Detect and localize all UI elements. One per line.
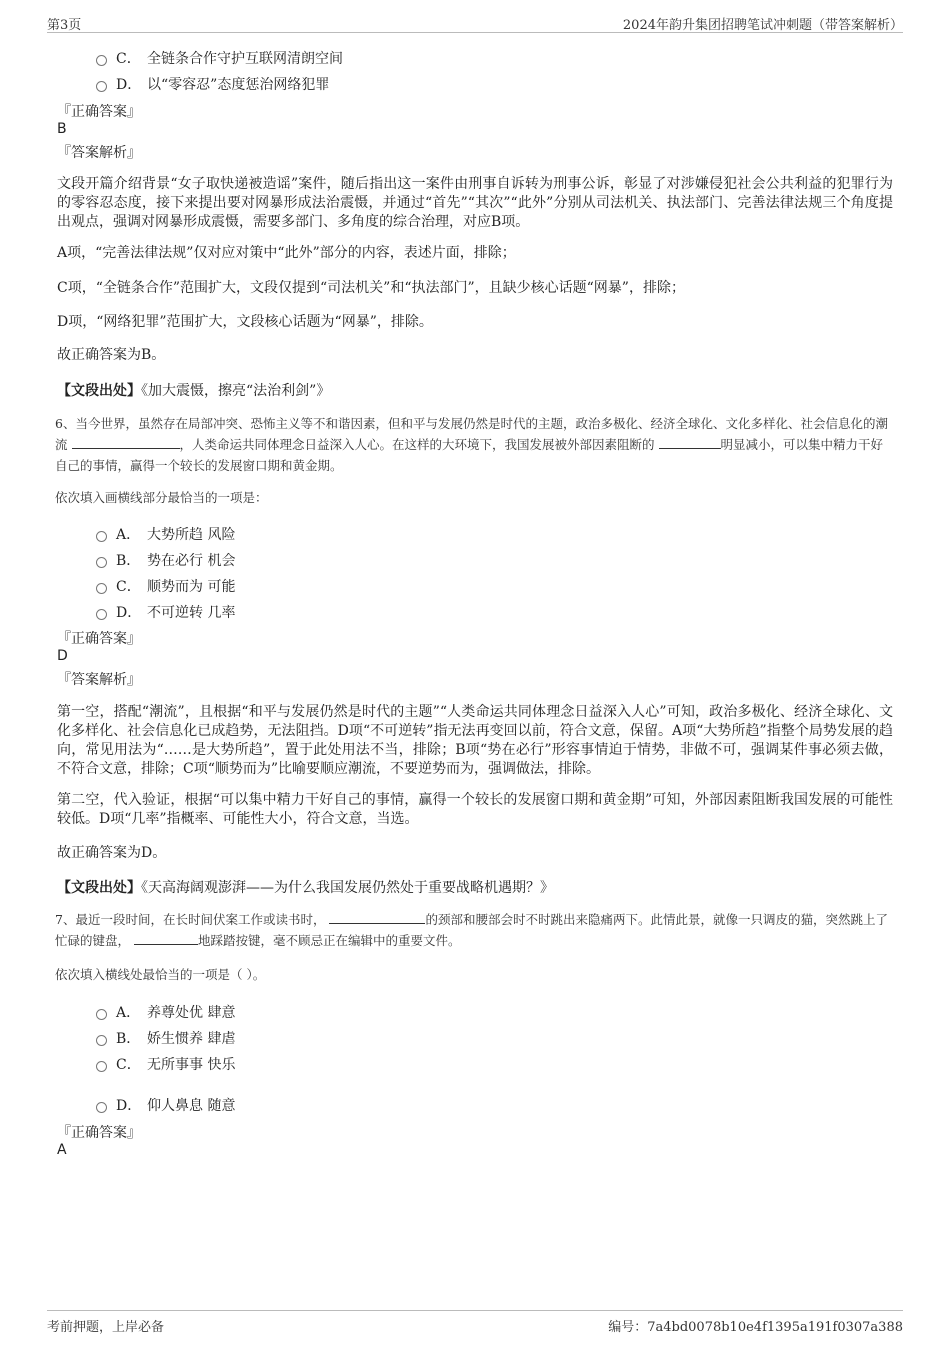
answer-value: D [57,648,68,664]
answer-value: A [57,1142,67,1158]
radio-icon[interactable] [96,531,107,542]
q5-option-c[interactable]: C． 全链条合作守护互联网清朗空间 [96,48,343,68]
footer-slogan: 考前押题，上岸必备 [47,1320,165,1335]
answer-label: 『正确答案』 [57,104,141,120]
question-stem: 7、最近一段时间，在长时间伏案工作或读书时， 的颈部和腰部会时不时跳出来隐痛两下。此情此景，就像一只调皮的猫，突然跳上了忙碌的键盘， 地踩踏按键，毫不顾忌正在编辑中的重要文件。 [55,912,888,948]
fill-blank [659,435,721,449]
analysis-label: 『答案解析』 [57,672,141,688]
radio-icon[interactable] [96,81,107,92]
radio-icon[interactable] [96,583,107,594]
analysis-paragraph: D项，“网络犯罪”范围扩大，文段核心话题为“网暴”，排除。 [57,314,433,330]
question-prompt: 依次填入画横线部分最恰当的一项是： [55,490,268,505]
page-header [47,12,903,33]
page-footer [47,1310,903,1337]
radio-icon[interactable] [96,1102,107,1113]
analysis-paragraph: C项，“全链条合作”范围扩大，文段仅提到“司法机关”和“执法部门”，且缺少核心话题“网暴”，排除； [57,280,685,296]
text-source: 【文段出处】《天高海阔观澎湃——为什么我国发展仍然处于重要战略机遇期？》 [57,880,554,896]
page-number: 第3页 [47,18,82,33]
fill-blank [134,931,198,945]
question-prompt: 依次填入横线处最恰当的一项是（ ）。 [55,967,266,982]
q7-option-c[interactable]: C． 无所事事 快乐 [96,1054,235,1074]
radio-icon[interactable] [96,609,107,620]
question-stem: 6、当今世界，虽然存在局部冲突、恐怖主义等不和谐因素，但和平与发展仍然是时代的主题，政治多极化、经济全球化、文化多样化、社会信息化的潮流 ，人类命运共同体理念日益深入人心。在这样的大环境下，我国发展被外部因素阻断的 明显减小，可以集中精力干好自己的事情，赢得一个较长的发展窗口期和黄金期。 [55,416,888,473]
q6-option-c[interactable]: C． 顺势而为 可能 [96,576,235,596]
document-title: 2024年韵升集团招聘笔试冲刺题（带答案解析） [622,18,903,33]
radio-icon[interactable] [96,557,107,568]
q6-option-b[interactable]: B． 势在必行 机会 [96,550,235,570]
q7-option-b[interactable]: B． 娇生惯养 肆虐 [96,1028,235,1048]
answer-label: 『正确答案』 [57,631,141,647]
q7-option-d[interactable]: D． 仰人鼻息 随意 [96,1095,235,1115]
analysis-paragraph: A项，“完善法律法规”仅对应对策中“此外”部分的内容，表述片面，排除； [57,245,516,261]
analysis-paragraph: 文段开篇介绍背景“女子取快递被造谣”案件，随后指出这一案件由刑事自诉转为刑事公诉，彰显了对涉嫌侵犯社会公共利益的犯罪行为的零容忍态度，接下来提出要对网暴形成法治震慑，并通过“首先”“其次”“此外”分别从司法机关、执法部门、完善法律法规三个角度提出观点，强调对网暴形成震慑，需要多部门、多角度的综合治理，对应B项。 [57,176,893,230]
q6-option-a[interactable]: A． 大势所趋 风险 [96,524,235,544]
analysis-paragraph: 第二空，代入验证，根据“可以集中精力干好自己的事情，赢得一个较长的发展窗口期和黄金期”可知，外部因素阻断我国发展的可能性较低。D项“几率”指概率、可能性大小，符合文意，当选。 [57,792,893,827]
analysis-conclusion: 故正确答案为D。 [57,845,167,861]
q5-option-d[interactable]: D． 以“零容忍”态度惩治网络犯罪 [96,74,329,94]
radio-icon[interactable] [96,1035,107,1046]
document-code: 编号：7a4bd0078b10e4f1395a191f0307a388 [608,1320,903,1335]
answer-label: 『正确答案』 [57,1125,141,1141]
analysis-conclusion: 故正确答案为B。 [57,347,166,363]
text-source: 【文段出处】《加大震慑，擦亮“法治利剑”》 [57,383,331,399]
analysis-label: 『答案解析』 [57,145,141,161]
q6-option-d[interactable]: D． 不可逆转 几率 [96,602,235,622]
fill-blank [329,910,425,924]
radio-icon[interactable] [96,1009,107,1020]
q7-option-a[interactable]: A． 养尊处优 肆意 [96,1002,235,1022]
radio-icon[interactable] [96,55,107,66]
answer-value: B [57,121,67,137]
analysis-paragraph: 第一空，搭配“潮流”，且根据“和平与发展仍然是时代的主题”“人类命运共同体理念日益深入人心”可知，政治多极化、经济全球化、文化多样化、社会信息化已成趋势，无法阻挡。D项“不可逆转”指无法再变回以前，符合文意，保留。A项“大势所趋”指整个局势发展的趋向，常见用法为“……是大势所趋”，置于此处用法不当，排除；B项“势在必行”形容事情迫于情势，非做不可，强调某件事必须去做，不符合文意，排除；C项“顺势而为”比喻要顺应潮流，不要逆势而为，强调做法，排除。 [57,704,893,777]
fill-blank [72,435,180,449]
radio-icon[interactable] [96,1061,107,1072]
